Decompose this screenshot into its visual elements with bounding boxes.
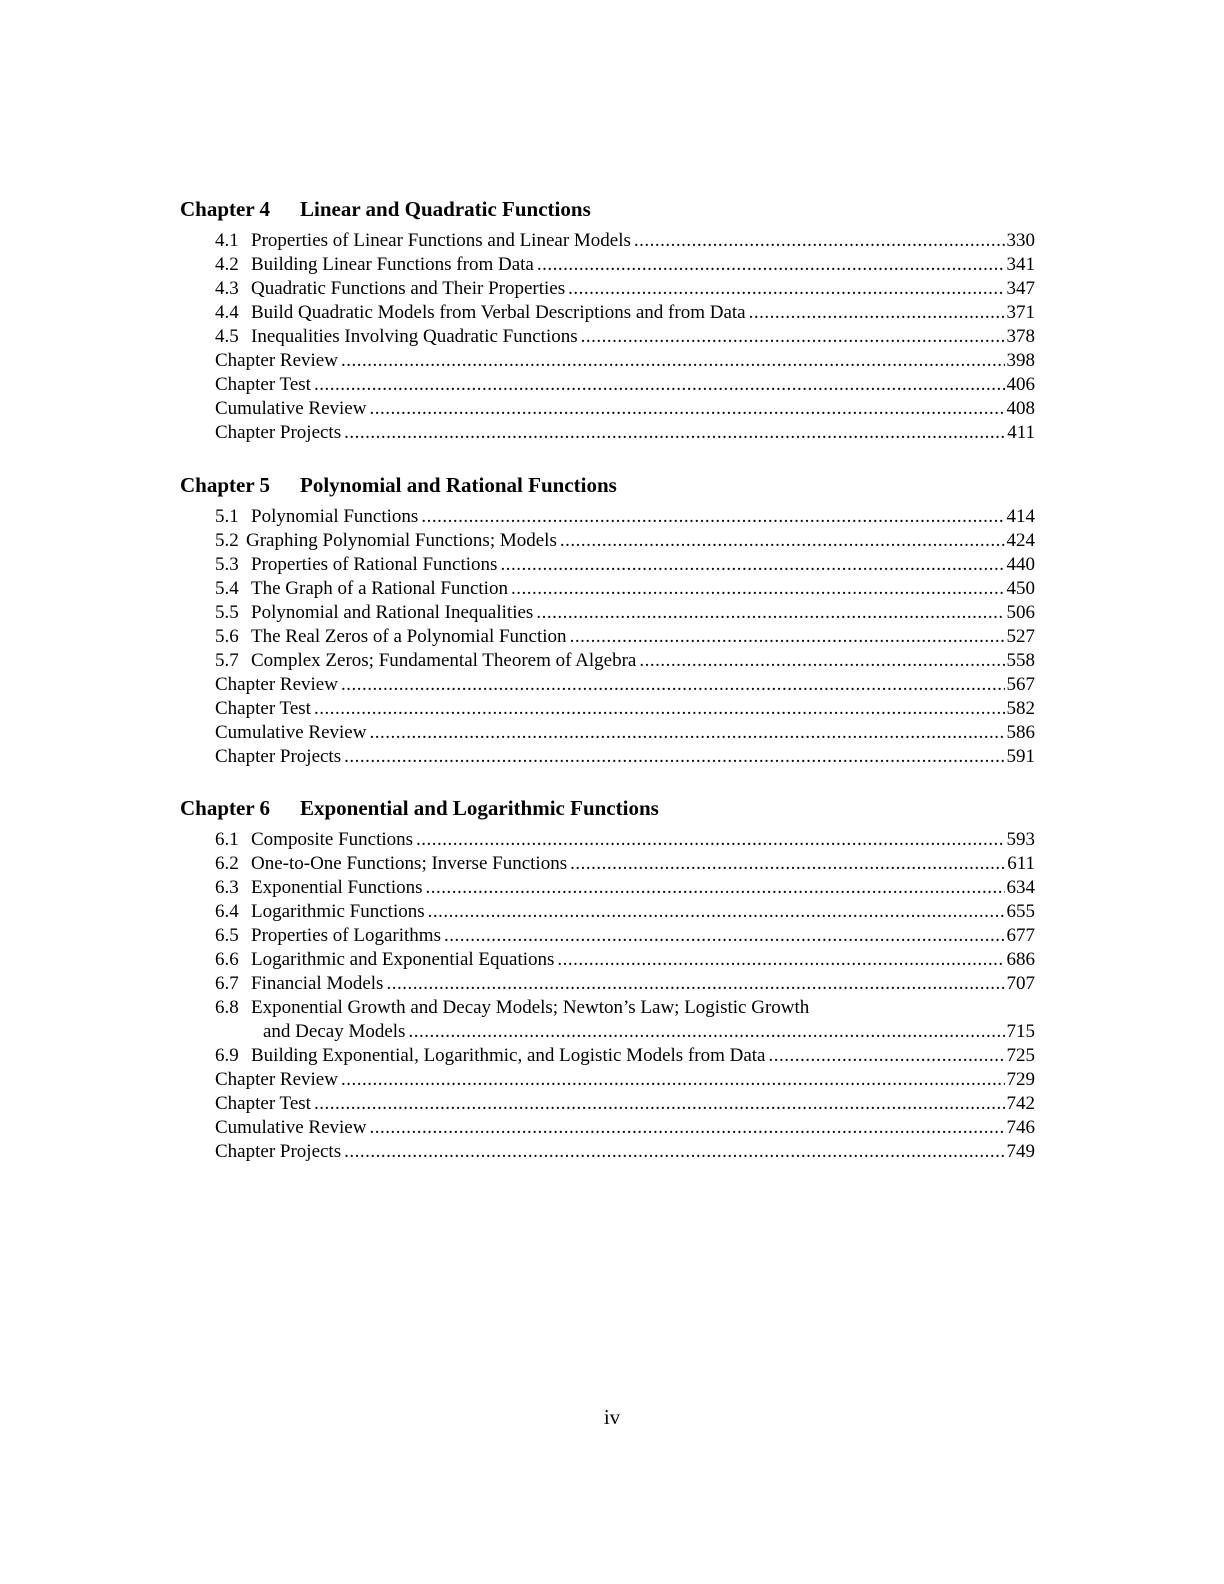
entry-title: Chapter Review	[215, 674, 338, 695]
dot-leader	[341, 673, 1005, 697]
entry-title: Chapter Projects	[215, 1141, 342, 1162]
entry-title: Polynomial Functions	[251, 506, 419, 527]
dot-leader	[536, 601, 1004, 625]
section-number: 4.2	[215, 254, 239, 275]
toc-entry-cumulative-review[interactable]	[215, 397, 1035, 421]
entry-title: Properties of Linear Functions and Linear Models	[251, 230, 631, 251]
entry-title: Building Linear Functions from Data	[251, 254, 534, 275]
section-number: 6.9	[215, 1045, 239, 1066]
entry-title: Cumulative Review	[215, 722, 367, 743]
toc-entry-chapter-projects[interactable]	[215, 745, 1035, 769]
section-number: 5.1	[215, 506, 239, 527]
dot-leader	[570, 852, 1005, 876]
dot-leader	[314, 373, 1005, 397]
section-number: 4.5	[215, 326, 239, 347]
toc-entry[interactable]	[215, 229, 1035, 253]
chapter-number: Chapter 6	[180, 796, 271, 820]
dot-leader	[369, 397, 1004, 421]
entry-title: Quadratic Functions and Their Properties	[251, 278, 566, 299]
toc-entry[interactable]	[215, 529, 1035, 553]
dot-leader	[344, 421, 1005, 445]
entry-page: 506	[1006, 602, 1035, 623]
entry-page: 567	[1006, 674, 1035, 695]
entry-page: 527	[1006, 626, 1035, 647]
entry-title: Cumulative Review	[215, 398, 367, 419]
chapter-6-section	[180, 796, 1035, 1164]
toc-entry[interactable]	[215, 1044, 1035, 1068]
entry-page: 749	[1006, 1141, 1035, 1162]
entry-page: 634	[1006, 877, 1035, 898]
entry-title-continued: and Decay Models	[263, 1021, 406, 1042]
dot-leader	[444, 924, 1005, 948]
dot-leader	[314, 697, 1005, 721]
entry-page: 440	[1006, 554, 1035, 575]
entry-page: 424	[1006, 530, 1035, 551]
entry-page: 729	[1006, 1069, 1035, 1090]
chapter-title: Exponential and Logarithmic Functions	[300, 796, 659, 820]
dot-leader	[344, 1140, 1004, 1164]
chapter-heading	[180, 473, 1035, 497]
section-number: 6.8	[215, 997, 239, 1018]
entry-title: Chapter Test	[215, 374, 311, 395]
entry-page: 591	[1006, 746, 1035, 767]
dot-leader	[639, 649, 1004, 673]
entry-page: 746	[1006, 1117, 1035, 1138]
toc-entry-wrapped-continuation[interactable]	[215, 1020, 1035, 1044]
entry-page: 742	[1006, 1093, 1035, 1114]
section-number: 6.7	[215, 973, 239, 994]
entry-page: 347	[1006, 278, 1035, 299]
dot-leader	[369, 1116, 1004, 1140]
entry-title: Chapter Test	[215, 698, 311, 719]
section-number: 5.5	[215, 602, 239, 623]
chapter-number: Chapter 4	[180, 197, 271, 221]
dot-leader	[314, 1092, 1005, 1116]
entry-title: Properties of Rational Functions	[251, 554, 498, 575]
entry-title: Build Quadratic Models from Verbal Descriptions and from Data	[251, 302, 746, 323]
entry-page: 725	[1006, 1045, 1035, 1066]
entry-title: Chapter Projects	[215, 746, 342, 767]
entry-title: Composite Functions	[251, 829, 414, 850]
entry-page: 593	[1006, 829, 1035, 850]
toc-entry[interactable]	[215, 601, 1035, 625]
toc-entry-chapter-test[interactable]	[215, 373, 1035, 397]
dot-leader	[408, 1020, 1004, 1044]
entry-page: 406	[1006, 374, 1035, 395]
section-number: 6.1	[215, 829, 239, 850]
section-number: 6.6	[215, 949, 239, 970]
entry-page: 398	[1006, 350, 1035, 371]
entry-title: Polynomial and Rational Inequalities	[251, 602, 534, 623]
entry-title: Properties of Logarithms	[251, 925, 441, 946]
entry-title: Complex Zeros; Fundamental Theorem of Algebra	[251, 650, 637, 671]
toc-entry[interactable]	[215, 577, 1035, 601]
toc-entry[interactable]	[215, 972, 1035, 996]
dot-leader	[634, 229, 1005, 253]
entry-title: Cumulative Review	[215, 1117, 367, 1138]
dot-leader	[537, 253, 1005, 277]
chapter-heading	[180, 197, 1035, 221]
toc-entry[interactable]	[215, 852, 1035, 876]
section-number: 6.2	[215, 853, 239, 874]
section-number: 6.5	[215, 925, 239, 946]
entry-title: Logarithmic and Exponential Equations	[251, 949, 555, 970]
chapter-title: Polynomial and Rational Functions	[300, 473, 617, 497]
dot-leader	[768, 1044, 1004, 1068]
toc-entry-chapter-projects[interactable]	[215, 1140, 1035, 1164]
entry-page: 558	[1006, 650, 1035, 671]
entry-page: 686	[1006, 949, 1035, 970]
toc-entry[interactable]	[215, 828, 1035, 852]
entry-page: 707	[1006, 973, 1035, 994]
entry-page: 414	[1006, 506, 1035, 527]
dot-leader	[749, 301, 1005, 325]
dot-leader	[428, 900, 1005, 924]
entry-page: 408	[1006, 398, 1035, 419]
dot-leader	[416, 828, 1004, 852]
dot-leader	[341, 1068, 1005, 1092]
dot-leader	[344, 745, 1004, 769]
entry-title: Chapter Review	[215, 350, 338, 371]
section-number: 4.1	[215, 230, 239, 251]
dot-leader	[500, 553, 1004, 577]
toc-entry[interactable]	[215, 325, 1035, 349]
entry-page: 378	[1006, 326, 1035, 347]
entry-page: 586	[1006, 722, 1035, 743]
toc-entry-list	[215, 505, 1035, 769]
chapter-title: Linear and Quadratic Functions	[300, 197, 591, 221]
section-number: 5.7	[215, 650, 239, 671]
dot-leader	[557, 948, 1004, 972]
entry-title: Building Exponential, Logarithmic, and Logistic Models from Data	[251, 1045, 766, 1066]
toc-entry-chapter-review[interactable]	[215, 349, 1035, 373]
section-number: 5.3	[215, 554, 239, 575]
chapter-heading	[180, 796, 1035, 820]
section-number: 6.3	[215, 877, 239, 898]
entry-title: The Graph of a Rational Function	[251, 578, 508, 599]
toc-entry-chapter-review[interactable]	[215, 673, 1035, 697]
entry-title: Inequalities Involving Quadratic Functions	[251, 326, 578, 347]
section-number: 5.2	[215, 530, 239, 551]
entry-title: One-to-One Functions; Inverse Functions	[251, 853, 568, 874]
toc-entry-cumulative-review[interactable]	[215, 721, 1035, 745]
entry-title: Chapter Projects	[215, 422, 342, 443]
section-number: 5.6	[215, 626, 239, 647]
dot-leader	[568, 277, 1004, 301]
toc-entry-chapter-projects[interactable]	[215, 421, 1035, 445]
dot-leader	[386, 972, 1004, 996]
entry-title: Logarithmic Functions	[251, 901, 425, 922]
entry-page: 330	[1006, 230, 1035, 251]
toc-entry[interactable]	[215, 900, 1035, 924]
entry-title: Financial Models	[251, 973, 384, 994]
entry-page: 611	[1007, 853, 1035, 874]
toc-entry[interactable]	[215, 277, 1035, 301]
toc-entry-chapter-review[interactable]	[215, 1068, 1035, 1092]
entry-page: 341	[1006, 254, 1035, 275]
section-number: 4.3	[215, 278, 239, 299]
toc-entry-list	[215, 828, 1035, 1164]
toc-entry[interactable]	[215, 553, 1035, 577]
entry-page: 371	[1006, 302, 1035, 323]
entry-page: 715	[1006, 1021, 1035, 1042]
dot-leader	[570, 625, 1005, 649]
dot-leader	[581, 325, 1005, 349]
toc-entry-chapter-test[interactable]	[215, 697, 1035, 721]
entry-title: The Real Zeros of a Polynomial Function	[251, 626, 567, 647]
entry-page: 677	[1006, 925, 1035, 946]
dot-leader	[511, 577, 1005, 601]
toc-entry[interactable]	[215, 924, 1035, 948]
entry-title: Graphing Polynomial Functions; Models	[246, 530, 557, 551]
toc-entry[interactable]	[215, 301, 1035, 325]
toc-entry[interactable]	[215, 876, 1035, 900]
entry-page: 655	[1006, 901, 1035, 922]
toc-entry-list	[215, 229, 1035, 445]
dot-leader	[341, 349, 1005, 373]
chapter-number: Chapter 5	[180, 473, 271, 497]
toc-entry[interactable]	[215, 253, 1035, 277]
dot-leader	[421, 505, 1004, 529]
toc-entry[interactable]	[215, 948, 1035, 972]
entry-page: 411	[1007, 422, 1035, 443]
entry-page: 582	[1006, 698, 1035, 719]
dot-leader	[560, 529, 1005, 553]
entry-title: Chapter Review	[215, 1069, 338, 1090]
toc-entry[interactable]	[215, 649, 1035, 673]
entry-page: 450	[1006, 578, 1035, 599]
entry-title: Exponential Functions	[251, 877, 423, 898]
dot-leader	[426, 876, 1005, 900]
toc-entry-wrapped-first-line[interactable]	[215, 996, 1035, 1020]
entry-title: Chapter Test	[215, 1093, 311, 1114]
toc-entry[interactable]	[215, 505, 1035, 529]
page-number: iv	[603, 1405, 621, 1429]
section-number: 4.4	[215, 302, 239, 323]
dot-leader	[369, 721, 1004, 745]
entry-title: Exponential Growth and Decay Models; Newton’s Law; Logistic Growth	[251, 997, 810, 1018]
toc-entry[interactable]	[215, 625, 1035, 649]
section-number: 5.4	[215, 578, 239, 599]
chapter-4-section	[180, 197, 1035, 445]
section-number: 6.4	[215, 901, 239, 922]
toc-entry-cumulative-review[interactable]	[215, 1116, 1035, 1140]
toc-entry-chapter-test[interactable]	[215, 1092, 1035, 1116]
chapter-5-section	[180, 473, 1035, 769]
